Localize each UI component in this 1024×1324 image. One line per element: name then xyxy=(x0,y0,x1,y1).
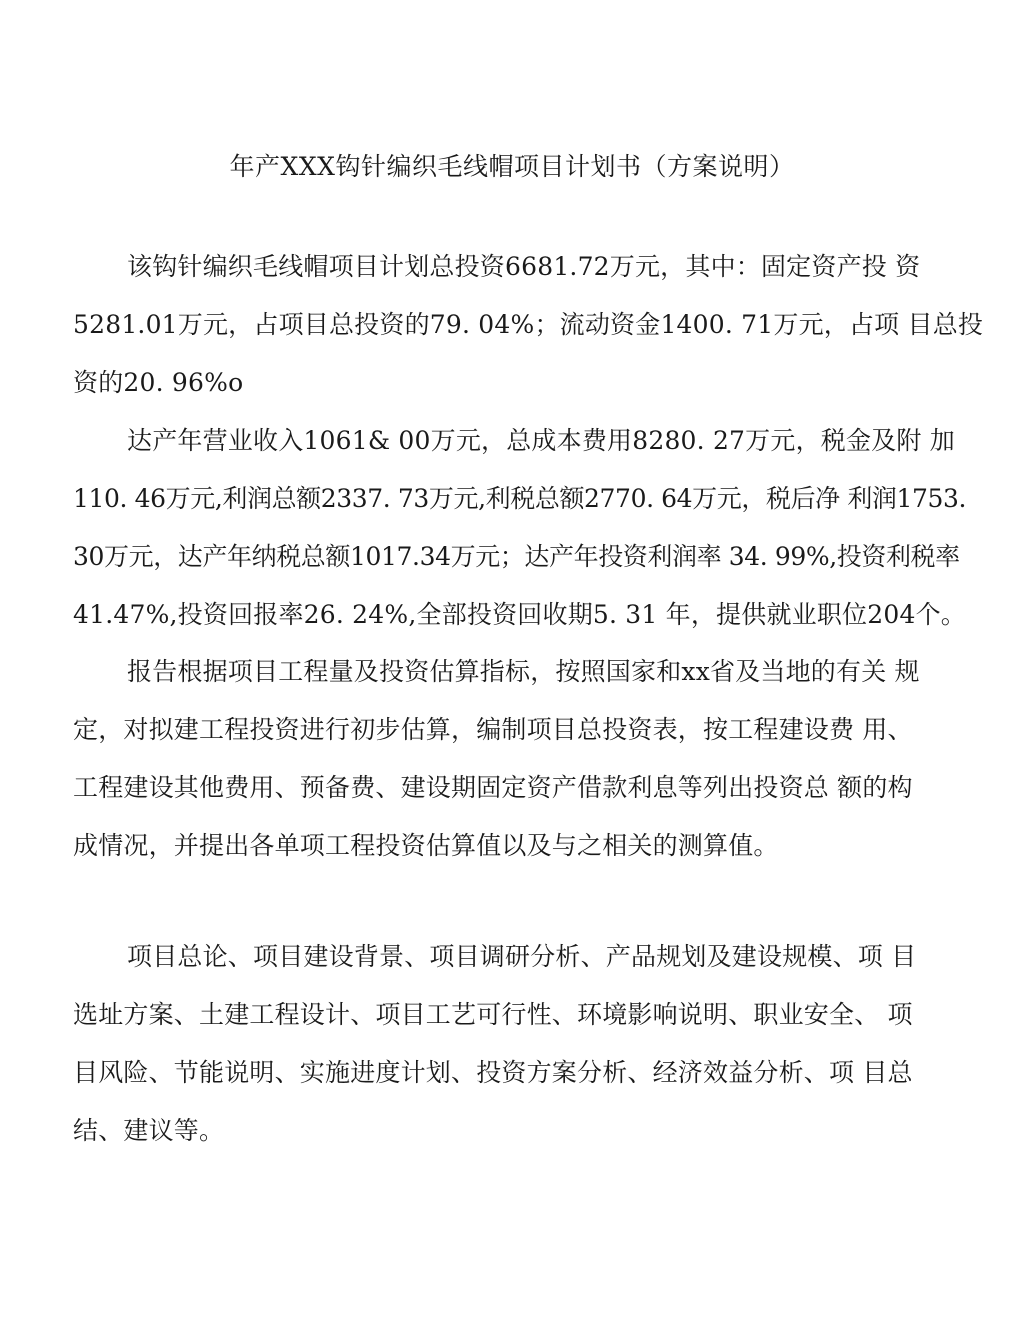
paragraph-line: 成情况，并提出各单项工程投资估算值以及与之相关的测算值。 xyxy=(73,831,779,860)
paragraph-line: 定，对拟建工程投资进行初步估算，编制项目总投资表，按工程建设费 用、 xyxy=(73,715,913,744)
paragraph-line: 报告根据项目工程量及投资估算指标，按照国家和xx省及当地的有关 规 xyxy=(127,657,920,686)
paragraph-line: 工程建设其他费用、预备费、建设期固定资产借款利息等列出投资总 额的构 xyxy=(73,773,913,802)
paragraph-line: 目风险、节能说明、实施进度计划、投资方案分析、经济效益分析、项 目总 xyxy=(73,1058,913,1087)
paragraph-line: 5281.01万元，占项目总投资的79. 04%；流动资金1400. 71万元，占项 目总投 xyxy=(73,310,984,339)
document-title: 年产XXX钩针编织毛线帽项目计划书（方案说明） xyxy=(229,152,795,181)
paragraph-line: 选址方案、土建工程设计、项目工艺可行性、环境影响说明、职业安全、 项 xyxy=(73,1000,913,1029)
paragraph-line: 资的20. 96%o xyxy=(73,368,244,397)
paragraph-estimation-basis xyxy=(73,643,953,875)
paragraph-report-contents xyxy=(73,928,953,1160)
paragraph-financial-indicators xyxy=(73,412,967,644)
paragraph-line: 项目总论、项目建设背景、项目调研分析、产品规划及建设规模、项 目 xyxy=(127,942,917,971)
paragraph-line: 结、建议等。 xyxy=(73,1116,225,1145)
paragraph-line: 110. 46万元,利润总额2337. 73万元,利税总额2770. 64万元，税后净 利润1753. xyxy=(73,484,967,513)
paragraph-line: 达产年营业收入1061& 00万元，总成本费用8280. 27万元，税金及附 加 xyxy=(127,426,955,455)
paragraph-line: 41.47%,投资回报率26. 24%,全部投资回收期5. 31 年，提供就业职位204个。 xyxy=(73,600,966,629)
paragraph-investment-overview xyxy=(73,238,984,412)
paragraph-line: 该钩针编织毛线帽项目计划总投资6681.72万元，其中：固定资产投 资 xyxy=(127,252,921,281)
paragraph-line: 30万元，达产年纳税总额1017.34万元；达产年投资利润率 34. 99%,投资利税率 xyxy=(73,542,960,571)
